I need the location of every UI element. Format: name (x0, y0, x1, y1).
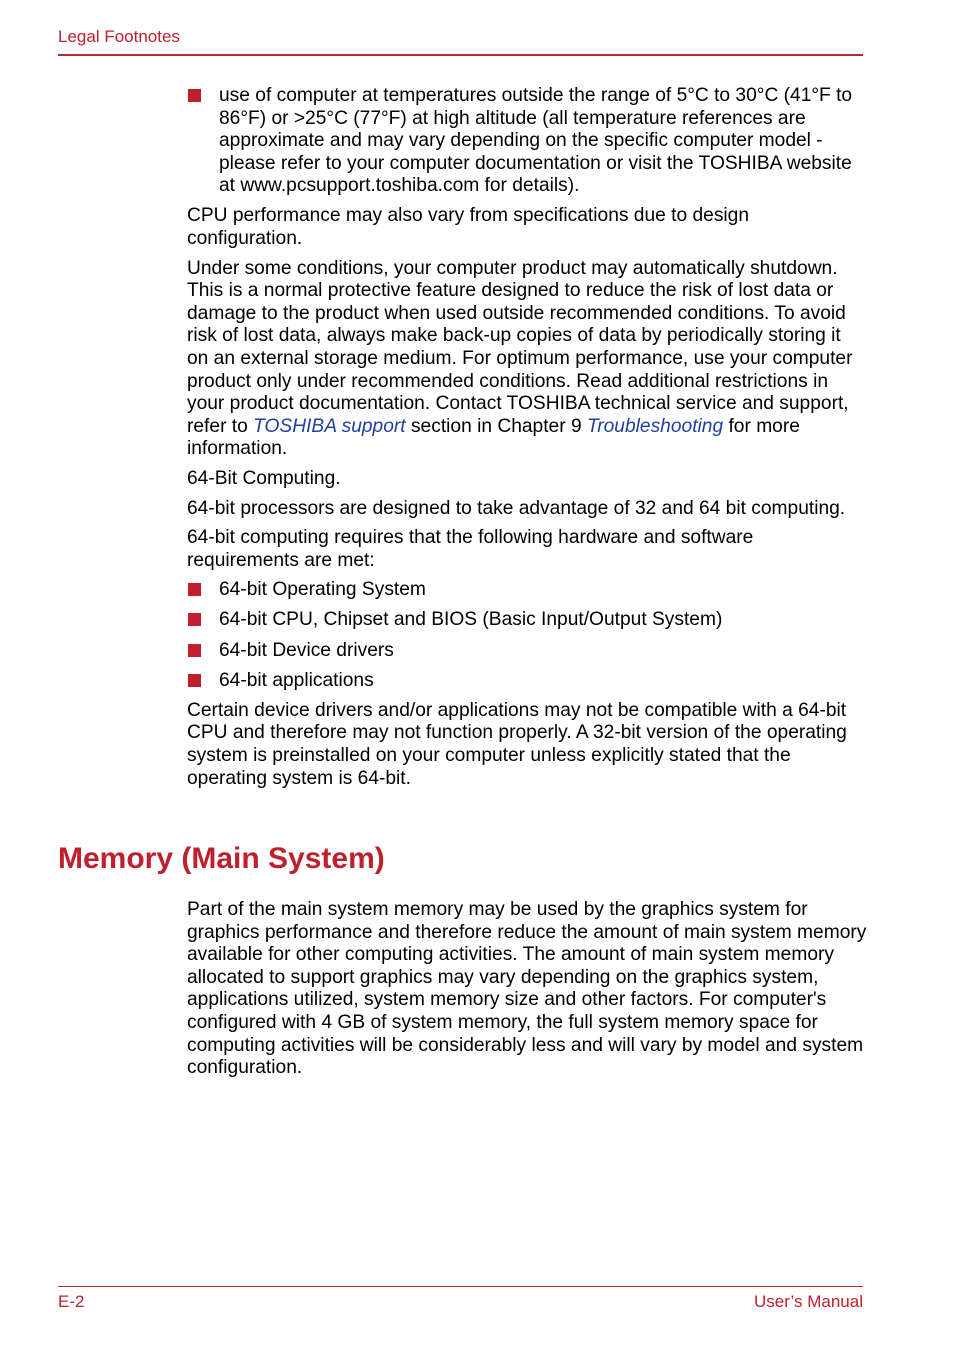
paragraph-cpu: CPU performance may also vary from specifications due to design configuration. (187, 205, 750, 250)
shutdown-text: Under some conditions, your computer product may automatically shutdown. This is a normal protective feature designed to reduce the risk of lost data or damage to the product when used outside recommended conditions. To avoid risk of lost data, always make back-up copies of data by periodically storing it on an external storage medium. For optimum performance, use your computer product only under recommended conditions. Read additional restrictions in your product documentation. Contact TOSHIBA technical service and support, refer to (187, 257, 853, 437)
bullet-text: 64-bit Operating System (219, 579, 426, 601)
paragraph-64bit-title: 64-Bit Computing. (187, 468, 341, 489)
paragraph-shutdown (187, 258, 867, 461)
page-number: E-2 (58, 1292, 85, 1311)
list-item (187, 640, 867, 663)
header-divider (58, 54, 863, 56)
square-bullet-icon (188, 613, 201, 626)
manual-title: User’s Manual (754, 1292, 863, 1311)
main-content (187, 85, 867, 797)
section-content (187, 899, 867, 1087)
shutdown-end-text: for more information. (187, 415, 800, 460)
paragraph-64bit-requires: 64-bit computing requires that the following hardware and software requirements are met: (187, 527, 754, 571)
list-item (187, 579, 867, 602)
list-item (187, 609, 867, 632)
bullet-text: 64-bit applications (219, 669, 374, 691)
bullet-text: 64-bit CPU, Chipset and BIOS (Basic Input/Output System) (219, 609, 723, 631)
footer-divider (58, 1286, 863, 1287)
bullet-text: use of computer at temperatures outside the range of 5°C to 30°C (41°F to 86°F) or >25°C (77°F) at high altitude (all temperature references are approximate and may vary depending on the specific computer model - please refer to your computer documentation or visit the TOSHIBA website at www.pcsupport.toshiba.com for details). (219, 85, 853, 197)
shutdown-middle-text: section in Chapter 9 (405, 415, 587, 437)
list-item (187, 85, 867, 198)
toshiba-support-link[interactable]: TOSHIBA support (253, 415, 406, 437)
section-heading: Memory (Main System) (58, 842, 385, 875)
paragraph-compatibility: Certain device drivers and/or applications may not be compatible with a 64-bit CPU and therefore may not function properly. A 32-bit version of the operating system is preinstalled on your computer unless explicitly stated that the operating system is 64-bit. (187, 699, 847, 789)
paragraph-memory: Part of the main system memory may be used by the graphics system for graphics performance and therefore reduce the amount of main system memory available for other computing activities. The amount of main system memory allocated to support graphics may vary depending on the graphics system, applications utilized, system memory size and other factors. For computer's configured with 4 GB of system memory, the full system memory space for computing activities will be considerably less and will vary by model and system configuration. (187, 899, 867, 1079)
list-item (187, 670, 867, 693)
paragraph-64bit-designed: 64-bit processors are designed to take advantage of 32 and 64 bit computing. (187, 497, 846, 519)
square-bullet-icon (188, 644, 201, 657)
square-bullet-icon (188, 674, 201, 687)
square-bullet-icon (188, 89, 201, 102)
troubleshooting-link[interactable]: Troubleshooting (586, 415, 724, 437)
square-bullet-icon (188, 583, 201, 596)
running-header-title: Legal Footnotes (58, 27, 180, 46)
bullet-text: 64-bit Device drivers (219, 639, 394, 661)
